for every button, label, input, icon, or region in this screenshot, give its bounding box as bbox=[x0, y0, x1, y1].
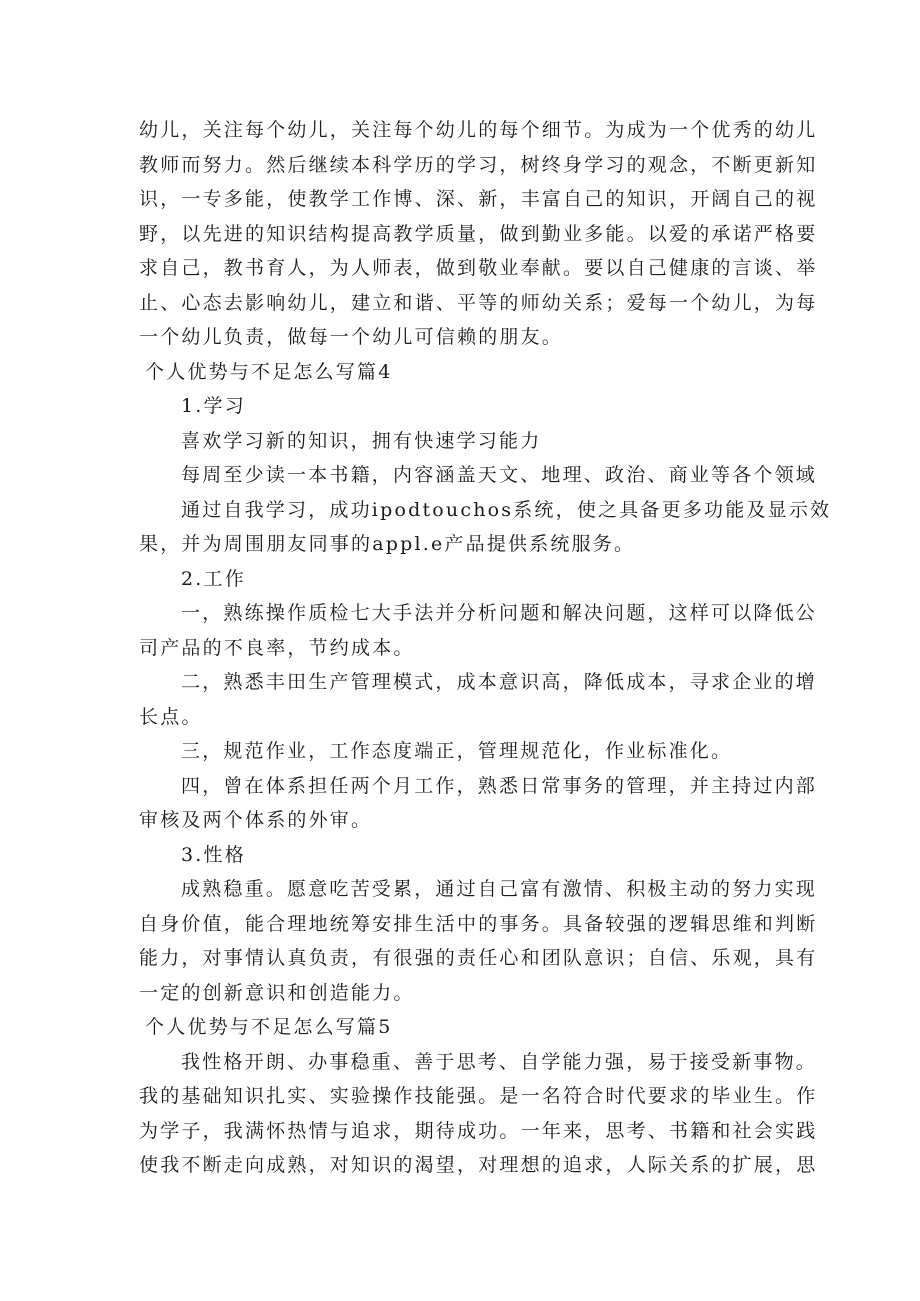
paragraph-line: 自身价值，能合理地统筹安排生活中的事务。具备较强的逻辑思维和判断 bbox=[139, 912, 818, 935]
paragraph-line: 一定的创新意识和创造能力。 bbox=[139, 981, 415, 1004]
paragraph-line: 通过自我学习，成功ipodtouchos系统，使之具备更多功能及显示效 bbox=[181, 498, 832, 521]
paragraph-line: 我的基础知识扎实、实验操作技能强。是一名符合时代要求的毕业生。作 bbox=[139, 1085, 818, 1107]
subsection-heading: 2.工作 bbox=[181, 567, 246, 590]
paragraph-line: 成熟稳重。愿意吃苦受累，通过自己富有激情、积极主动的努力实现 bbox=[181, 878, 818, 900]
section-heading: 个人优势与不足怎么写篇5 bbox=[145, 1016, 393, 1038]
paragraph-line: 止、心态去影响幼儿，建立和谐、平等的师幼关系；爱每一个幼儿，为每 bbox=[139, 291, 818, 314]
paragraph-line: 为学子，我满怀热情与追求，期待成功。一年来，思考、书籍和社会实践 bbox=[139, 1119, 818, 1142]
paragraph-line: 能力，对事情认真负责，有很强的责任心和团队意识；自信、乐观，具有 bbox=[139, 947, 818, 969]
paragraph-line: 使我不断走向成熟，对知识的渴望，对理想的追求，人际关系的扩展，思 bbox=[139, 1154, 818, 1176]
paragraph-line: 每周至少读一本书籍，内容涵盖天文、地理、政治、商业等各个领域 bbox=[181, 464, 818, 486]
paragraph-line: 野，以先进的知识结构提高教学质量，做到勤业多能。以爱的承诺严格要 bbox=[139, 222, 818, 245]
section-heading: 个人优势与不足怎么写篇4 bbox=[145, 360, 393, 383]
paragraph-line: 四，曾在体系担任两个月工作，熟悉日常事务的管理，并主持过内部 bbox=[181, 774, 818, 797]
paragraph-line: 教师而努力。然后继续本科学历的学习，树终身学习的观念，不断更新知 bbox=[139, 153, 818, 176]
paragraph-line: 二，熟悉丰田生产管理模式，成本意识高，降低成本，寻求企业的增 bbox=[181, 671, 818, 693]
paragraph-line: 三，规范作业，工作态度端正，管理规范化，作业标准化。 bbox=[181, 740, 733, 762]
paragraph-line: 一个幼儿负责，做每一个幼儿可信赖的朋友。 bbox=[139, 326, 564, 348]
paragraph-line: 求自己，教书育人，为人师表，做到敬业奉献。要以自己健康的言谈、举 bbox=[139, 257, 818, 279]
paragraph-line: 一，熟练操作质检七大手法并分析问题和解决问题，这样可以降低公 bbox=[181, 602, 818, 624]
subsection-heading: 1.学习 bbox=[181, 395, 246, 417]
paragraph-line: 喜欢学习新的知识，拥有快速学习能力 bbox=[181, 429, 542, 452]
paragraph-line: 司产品的不良率，节约成本。 bbox=[139, 636, 415, 659]
paragraph-line: 我性格开朗、办事稳重、善于思考、自学能力强，易于接受新事物。 bbox=[181, 1050, 818, 1073]
paragraph-line: 果，并为周围朋友同事的appl.e产品提供系统服务。 bbox=[139, 533, 636, 555]
paragraph-line: 审核及两个体系的外审。 bbox=[139, 809, 373, 831]
document-body bbox=[139, 113, 832, 1183]
paragraph-line: 幼儿，关注每个幼儿，关注每个幼儿的每个细节。为成为一个优秀的幼儿 bbox=[139, 119, 818, 141]
paragraph-line: 长点。 bbox=[139, 705, 203, 728]
paragraph-line: 识，一专多能，使教学工作博、深、新，丰富自己的知识，开阔自己的视 bbox=[139, 188, 818, 210]
subsection-heading: 3.性格 bbox=[181, 843, 246, 866]
